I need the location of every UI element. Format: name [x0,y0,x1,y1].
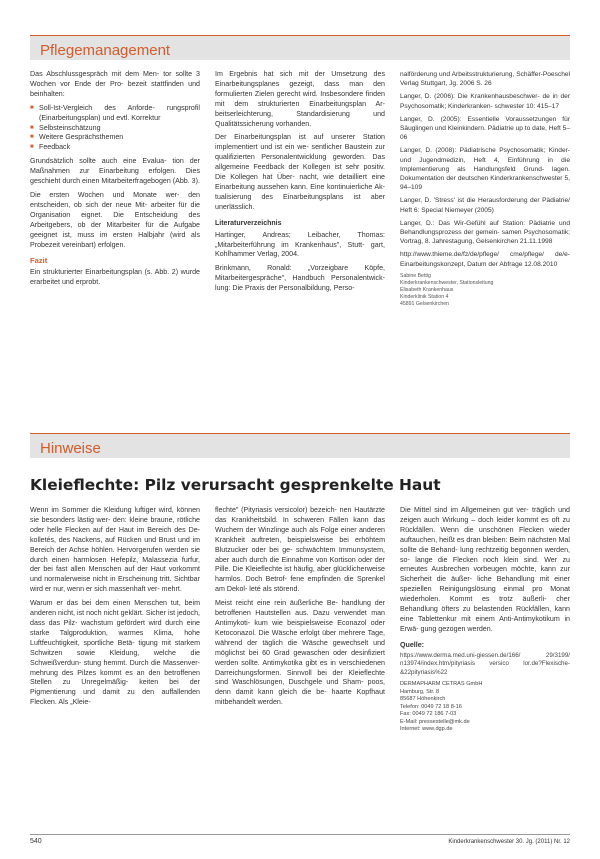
section1-column-1 [30,70,200,292]
paragraph: Das Abschlussgespräch mit dem Men- tor sollte 3 Wochen vor Ende der Pro- bezeit stattfinden und beinhalten: [30,70,200,98]
author-line: Sabine Bettig [400,272,431,279]
reference: Langer, D. 'Stress' ist die Herausforderung der Pädiatrie/ Heft 6: Special Niemeyer (2005) [400,197,570,214]
page-number: 540 [30,838,42,845]
paragraph: Wenn im Sommer die Kleidung luftiger wird, können sie besonders lästig wer- den: kleine braune, rötliche oder helle Flecken auf der Haut im Bereich des De- kolletés, des Nackens, auf Rücken und Brust und im Bereich der Achse höhlen. Hervorgerufen werden sie durch einen harmlosen Hefepilz, Malassezia furfur, der bei fast allen Menschen auf der Haut vorkommt und normalerweise nicht in Erscheinung tritt. Sichtbar wird er nur, wenn er sich massenhaft ver- mehrt. [30,506,200,594]
fazit-heading: Fazit [30,256,48,266]
reference: Langer, D.: Das Wir-Gefühl auf Station: Pädiatrie und Behandlungsprozess der gemein- samen Psychosomatik; Vortrag, 8. Jahrestagung, Gelsenkirchen 21.11.1998 [400,219,570,246]
reference: Hartinger, Andreas; Leibacher, Thomas: „Mitarbeiterführung im Krankenhaus", Stutt- gart, Kohlhammer Verlag, 2004. [215,230,385,259]
literature-heading: Literaturverzeichnis [215,219,282,227]
reference: Brinkmann, Ronald: „Vorzeigbare Köpfe, Mitarbeitergespräche", Handbuch Personalentwick- lung: Die Praxis der Personalbildung, Perso- [215,264,385,293]
address-line: 85687 Höhenkirch [400,696,446,703]
reference-url: http://www.thieme.de/fz/de/pflege/ cme/pflege/ de/e-Einarbeitungskonzept, Datum der Abfrage 12.08.2010 [400,251,570,268]
paragraph: Grundsätzlich sollte auch eine Evalua- tion der Maßnahmen zur Einarbeitung erfolgen. Dies geschieht durch einen Mitarbeiterfragebogen (Abb. 3). [30,157,200,186]
bullet-item: ■ Feedback [30,143,200,153]
reference: nalförderung und Arbeitsstrukturierung, Schäffer-Poeschel Verlag Stuttgart, Jg. 2006 S. 26 [400,71,570,88]
bullet-item: ■ Soll-Ist-Vergleich des Anforde- rungsprofil (Einarbeitungsplan) und evtl. Korrektur [30,104,200,124]
reference: Langer, D. (2005): Essentielle Voraussetzungen für Säuglingen und Kleinkindern. Pädiatrie up to date, Heft 5–06 [400,115,570,142]
paragraph: Die ersten Wochen und Monate wer- den entscheiden, ob sich der neue Mit- arbeiter für die Organisation eignet. Die Entscheidung des Arbeitgebers, ob der Mitarbeiter für die Aufgabe geeignet ist, muss im ersten Halbjahr (wird als Probezeit vereinbart) erfolgen. [30,190,200,249]
section-header-rule [30,433,570,434]
paragraph: Die Mittel sind im Allgemeinen gut ver- träglich und zeigen auch Wirkung – doch leider kommt es oft zu Rückfällen. Wenn die unschönen Flecken wieder auftauchen, heißt es dran bleiben: Beim nächsten Mal sollte die Behand- lung rechtzeitig begonnen werden, so- lange die Flecken noch klein sind. Wer zu erneutes Ausbrechen vorbeugen möchte, kann zur Sicherheit die äußer- liche Behandlung mit einer speziellen Reinigungslösung einmal pro Monat wiederholen. Kommt es trotz äußerli- cher Behandlung öfters zu belastenden Rückfällen, kann eine Tablettenkur mit einem Anti-Antimykotikum in Erwä- gung gezogen werden. [400,506,570,633]
address-line: Telefon: 0049 72 18 8-16 [400,703,462,710]
bullet-item: ■ Selbsteinschätzung [30,124,200,134]
reference: Langer, D. (2006): Die Krankenhausbeschwer- de in der Psychosomatik; Kinderkranken- schwester 10: 415–17 [400,93,570,110]
paragraph: Warum er das bei dem einen Menschen tut, beim anderen nicht, ist noch nicht geklärt. Sicher ist jedoch, dass das Pilz- wachstum gefördert wird durch eine starke Talgproduktion, warmes Klima, hohe Luftfeuchtigkeit, sportliche Betä- tigung mit starkem Schwitzen sowie Kleidung, welche die Schweißverdun- stung hemmt. Durch die Massenver- mehrung des Pilzes kommt es an den betroffenen Stellen zu Unregelmäßig- keiten bei der Pigmentierung und damit zu den auffallenden Flecken. Als „Kleie- [30,599,200,707]
paragraph: Ein strukturierter Einarbeitungsplan (s. Abb. 2) wurde erarbeitet und erprobt. [30,268,200,287]
contact-address [400,681,570,734]
author-line: Kinderklinik Station 4 [400,293,449,300]
author-info [400,273,570,308]
bullet-list [30,104,200,154]
address-line: Hamburg, Str. 8 [400,688,440,695]
section2-column-3 [400,506,570,734]
section-header-band [30,35,570,60]
bullet-item: ■ Weitere Gesprächsthemen [30,133,200,143]
section-header-rule [30,35,570,36]
paragraph: flechte" (Pityriasis versicolor) bezeich- nen Hautärzte das Krankheitsbild. In schweren Fällen kann das Wuchern der Winzlinge auch als Folge einer anderen Krankheit auftreten, beispielsweise bei erhöhtem Blutzucker oder bei ge- schwächtem Immunsystem, aber auch durch die Einnahme von Kortison oder der Pille. Die Kleieflechte ist häufig, aber glücklicherweise harmlos. Doch Betrof- fene empfinden die Sprenkel am Dekol- leté als störend. [215,506,385,594]
source-link[interactable]: https://www.derma.med.uni-giessen.de/166/ 29/3199/ n13974/index.htm/pityriasis versico lor.de?Flexische-&22pityriasis%22 [400,651,570,676]
address-line: E-Mail: pressestelle@mk.de [400,718,470,725]
paragraph: Der Einarbeitungsplan ist auf unserer Station implementiert und ist ein we- sentlicher Baustein zur qualifizierten Personalentwicklung geworden. Das allgemeine Feedback der Kollegen ist sehr positiv. Die Kollegen hat Über- nacht, wie detailliert eine Einarbeitung aussehen kann. Eine kontinuierliche Ak- tualisierung des Einarbeitungsplans ist aber unerlässlich. [215,133,385,211]
author-line: Elisabeth Krankenhaus [400,286,454,293]
section2-column-1 [30,506,200,712]
address-line: DERMAPHARM CETRAS GmbH [400,680,483,687]
address-line: Internet: www.dgp.de [400,726,453,733]
source-heading: Quelle: [400,640,425,649]
section1-column-2 [215,70,385,298]
section-heading: Hinweise [40,440,101,457]
section-header-band [30,433,570,458]
section-heading: Pflegemanagement [40,42,171,59]
paragraph: Im Ergebnis hat sich mit der Umsetzung des Einarbeitungsplanes gezeigt, dass man den formulierten Zielen gerecht wird. Insbesondere finden mit dem strukturierten Einarbeitungsplan Ar- beitserleichterung, Standardisierung und Qualitätssicherung vorhanden. [215,70,385,128]
author-line: 45891 Gelsenkirchen [400,300,450,307]
journal-citation: Kinderkrankenschwester 30. Jg. (2011) Nr. 12 [448,839,570,845]
address-line: Fax: 0049 72 186 7-03 [400,711,457,718]
reference: Langer, D. (2008): Pädiatrische Psychosomatik; Kinder- und Jugendmedizin, Heft 4, Einführung in die Implementierung als Handlungsfeld Grund- lagen. Dokumentation der deutschen Kinderkrankenschwester 5, 94–109 [400,147,570,192]
paragraph: Meist reicht eine rein äußerliche Be- handlung der betroffenen Hautstellen aus. Dazu verwendet man Antimykoti- kum wie beispielsweise Econazol oder Ketoconazol. Die Wäsche erfolgt über mehrere Tage, während der täglich die Wäsche gewechselt und möglichst bei 60 Grad gewaschen oder desinfiziert werden sollte. Antimykotika gibt es in verschiedenen Darreichungsformen. Sinnvoll bei der Kleieflechte sind Waschlösungen, Duschgele und Sham- poos, denn damit kann gleich die be- haarte Kopfhaut mitbehandelt werden. [215,599,385,707]
article-title: Kleieflechte: Pilz verursacht gesprenkelte Haut [30,476,441,494]
author-line: Kinderkrankenschwester, Stationsleitung [400,279,494,286]
section2-column-2 [215,506,385,712]
footer-rule [30,834,570,835]
section1-column-3 [400,70,570,308]
